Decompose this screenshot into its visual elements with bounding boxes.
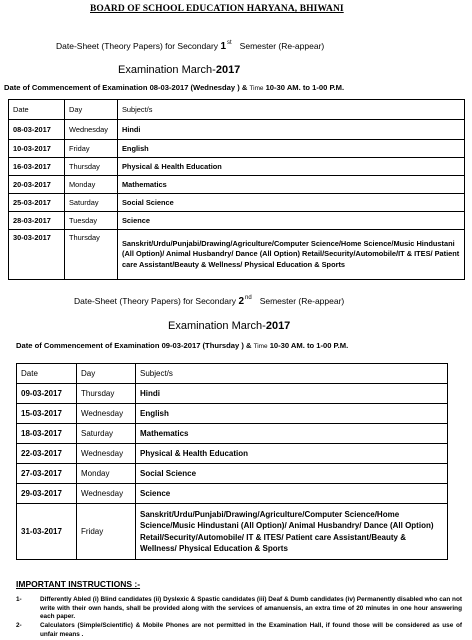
sheet-2-time-label: Time bbox=[253, 343, 268, 350]
row-subject: English bbox=[118, 140, 465, 158]
row-day: Monday bbox=[65, 176, 118, 194]
row-day: Thursday bbox=[65, 158, 118, 176]
row-date: 09-03-2017 bbox=[17, 384, 77, 404]
row-subject: Physical & Health Education bbox=[118, 158, 465, 176]
instruction-number: 2- bbox=[16, 622, 22, 629]
sheet-1-title bbox=[56, 40, 324, 52]
sheet-2-commence-text: Date of Commencement of Examination 09-03-2017 (Thursday ) & bbox=[16, 341, 252, 350]
instructions-heading: IMPORTANT INSTRUCTIONS :- bbox=[16, 579, 141, 589]
row-subject: Physical & Health Education bbox=[136, 444, 448, 464]
row-subject: Hindi bbox=[136, 384, 448, 404]
table-row bbox=[17, 484, 448, 504]
row-day: Wednesday bbox=[65, 120, 118, 140]
sheet-1-commencement bbox=[4, 83, 344, 92]
sheet-2-title bbox=[74, 295, 344, 307]
row-date: 30-03-2017 bbox=[9, 230, 65, 280]
table-row bbox=[17, 504, 448, 560]
sheet-1-title-prefix: Date-Sheet (Theory Papers) for Secondary bbox=[56, 41, 219, 51]
sheet-2-commencement bbox=[16, 341, 348, 350]
row-subject: Science bbox=[136, 484, 448, 504]
row-day: Thursday bbox=[77, 384, 136, 404]
sheet-1-exam-heading bbox=[118, 64, 240, 76]
row-date: 25-03-2017 bbox=[9, 194, 65, 212]
table-row bbox=[17, 444, 448, 464]
sheet-2-exam-label: Examination March- bbox=[168, 320, 266, 332]
table-row bbox=[17, 384, 448, 404]
row-subject: Social Science bbox=[136, 464, 448, 484]
row-day: Monday bbox=[77, 464, 136, 484]
row-subject: Science bbox=[118, 212, 465, 230]
row-date: 15-03-2017 bbox=[17, 404, 77, 424]
sheet-1-time-text: 10-30 AM. to 1-00 P.M. bbox=[265, 83, 345, 92]
sheet-2-title-suffix: Semester (Re-appear) bbox=[259, 296, 345, 306]
header-subject: Subject/s bbox=[118, 100, 465, 120]
table-row bbox=[9, 230, 465, 280]
row-subject: Sanskrit/Urdu/Punjabi/Drawing/Agriculture/Computer Science/Home Science/Music Hindustani (All Option)/ Animal Husbandry/ Dance (All Option) Retail/Security/Automobile/ IT & ITES/ Patient care Assistant/Beauty & Wellness/ Physical Education & Sports bbox=[136, 504, 448, 560]
row-day: Wednesday bbox=[77, 444, 136, 464]
sheet-2-semester-num: 2 bbox=[238, 296, 244, 307]
row-date: 10-03-2017 bbox=[9, 140, 65, 158]
sheet-2-title-prefix: Date-Sheet (Theory Papers) for Secondary bbox=[74, 296, 237, 306]
sheet-2-table bbox=[16, 363, 448, 560]
row-date: 29-03-2017 bbox=[17, 484, 77, 504]
sheet-1-exam-year: 2017 bbox=[215, 64, 241, 76]
row-day: Wednesday bbox=[77, 484, 136, 504]
table-row bbox=[9, 212, 465, 230]
header-day: Day bbox=[65, 100, 118, 120]
row-day: Saturday bbox=[65, 194, 118, 212]
sheet-1-semester-sup: st bbox=[227, 40, 232, 46]
row-day: Saturday bbox=[77, 424, 136, 444]
row-date: 22-03-2017 bbox=[17, 444, 77, 464]
header-date: Date bbox=[9, 100, 65, 120]
row-day: Wednesday bbox=[77, 404, 136, 424]
instruction-text: Differently Abled (i) Blind candidates (ii) Dyslexic & Spastic candidates (iii) Deaf & Dumb candidates (iv) Permanently disabled who can not write with their own hands, shall be provided along with the services of amanuensis, an extra time of 20 minutes in one hour answering each paper. bbox=[40, 596, 462, 621]
header-day: Day bbox=[77, 364, 136, 384]
sheet-2-time-text: 10-30 AM. to 1-00 P.M. bbox=[269, 341, 349, 350]
sheet-1-commence-text: Date of Commencement of Examination 08-03-2017 (Wednesday ) & bbox=[4, 83, 248, 92]
instruction-item-1 bbox=[16, 596, 464, 622]
row-date: 31-03-2017 bbox=[17, 504, 77, 560]
sheet-2-semester-sup: nd bbox=[245, 295, 252, 301]
row-subject: English bbox=[136, 404, 448, 424]
table-header-row bbox=[17, 364, 448, 384]
sheet-2-exam-year: 2017 bbox=[265, 320, 291, 332]
instruction-number: 1- bbox=[16, 596, 22, 603]
sheet-1-time-label: Time bbox=[249, 85, 264, 92]
board-title: BOARD OF SCHOOL EDUCATION HARYANA, BHIWANI bbox=[90, 4, 344, 14]
row-day: Friday bbox=[77, 504, 136, 560]
sheet-1-semester-num: 1 bbox=[220, 41, 226, 52]
table-row bbox=[9, 140, 465, 158]
sheet-1-exam-label: Examination March- bbox=[118, 64, 216, 76]
row-date: 08-03-2017 bbox=[9, 120, 65, 140]
instruction-text: Calculators (Simple/Scientific) & Mobile Phones are not permitted in the Examination Hall, if found those will be considered as use of unfair means . bbox=[40, 622, 462, 638]
table-row bbox=[17, 404, 448, 424]
table-row bbox=[17, 464, 448, 484]
row-subject: Mathematics bbox=[136, 424, 448, 444]
table-row bbox=[9, 176, 465, 194]
row-date: 28-03-2017 bbox=[9, 212, 65, 230]
row-subject: Sanskrit/Urdu/Punjabi/Drawing/Agriculture/Computer Science/Home Science/Music Hindustani (All Option)/ Animal Husbandry/ Dance (All Option) Retail/Security/Automobile/IT & ITES/ Patient care Assistant/Beauty & Wellness/ Physical Education & Sports bbox=[118, 230, 465, 280]
header-date: Date bbox=[17, 364, 77, 384]
sheet-1-table bbox=[8, 99, 465, 280]
row-subject: Social Science bbox=[118, 194, 465, 212]
row-date: 18-03-2017 bbox=[17, 424, 77, 444]
row-date: 16-03-2017 bbox=[9, 158, 65, 176]
table-row bbox=[9, 158, 465, 176]
row-subject: Hindi bbox=[118, 120, 465, 140]
sheet-1-title-suffix: Semester (Re-appear) bbox=[239, 41, 325, 51]
row-subject: Mathematics bbox=[118, 176, 465, 194]
table-header-row bbox=[9, 100, 465, 120]
table-row bbox=[17, 424, 448, 444]
row-date: 20-03-2017 bbox=[9, 176, 65, 194]
row-day: Friday bbox=[65, 140, 118, 158]
sheet-2-exam-heading bbox=[168, 320, 290, 332]
row-date: 27-03-2017 bbox=[17, 464, 77, 484]
table-row bbox=[9, 120, 465, 140]
table-row bbox=[9, 194, 465, 212]
row-day: Thursday bbox=[65, 230, 118, 280]
instruction-item-2 bbox=[16, 622, 464, 640]
row-day: Tuesday bbox=[65, 212, 118, 230]
header-subject: Subject/s bbox=[136, 364, 448, 384]
